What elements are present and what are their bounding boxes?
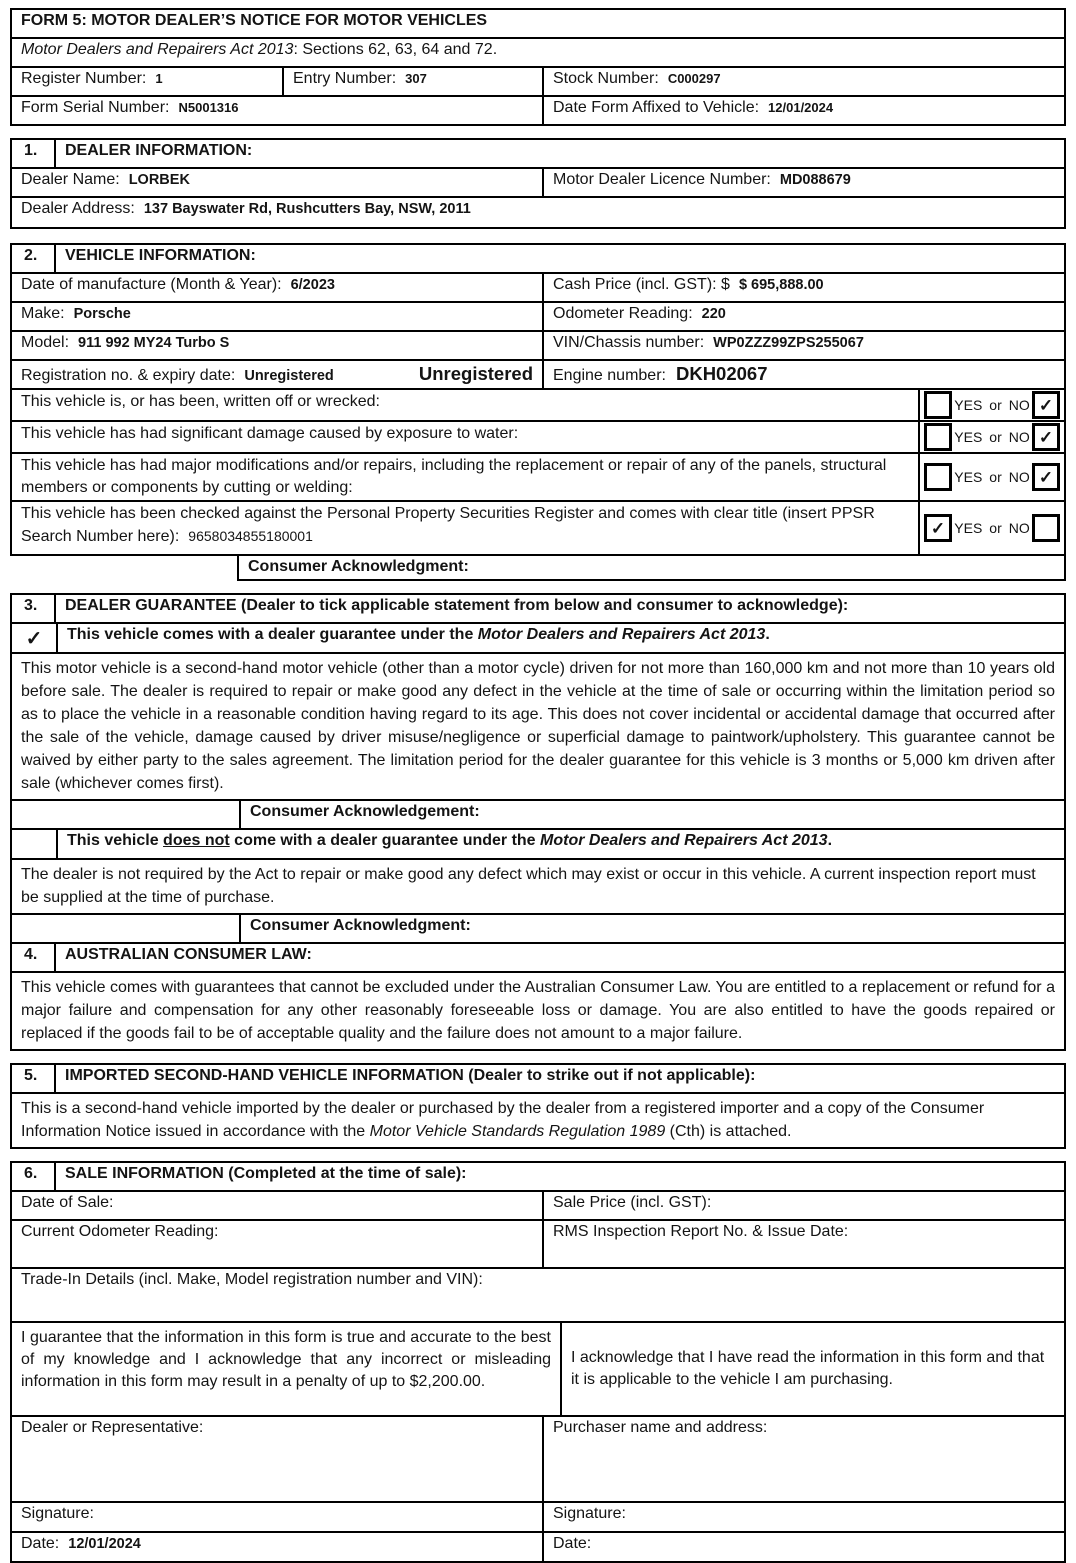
manufacture-label: Date of manufacture (Month & Year): xyxy=(21,276,282,293)
form-title: FORM 5: MOTOR DEALER’S NOTICE FOR MOTOR VEHICLES xyxy=(21,12,488,29)
sale-information-table xyxy=(10,1161,1066,1563)
guarantee-text-prefix: This vehicle comes with a dealer guarantee under the xyxy=(67,626,478,643)
dealer-purchaser-row xyxy=(12,1415,1064,1501)
rego-label: Registration no. & expiry date: xyxy=(21,367,236,384)
section1-number: 1. xyxy=(12,140,56,167)
form-title-row xyxy=(12,10,1064,37)
vehicle-information-table xyxy=(10,243,1066,556)
water-damage-yesno xyxy=(920,422,1064,452)
date-affixed-value: 12/01/2024 xyxy=(768,100,834,115)
cash-price-label: Cash Price (incl. GST): $ xyxy=(553,276,730,293)
question-ppsr-row xyxy=(12,500,1064,554)
make-label: Make: xyxy=(21,305,65,322)
sale-price-field: Sale Price (incl. GST): xyxy=(542,1192,1064,1219)
no-guarantee-mid: come with a dealer guarantee under the xyxy=(229,832,541,849)
modifications-no-checkbox[interactable]: ✓ xyxy=(1032,463,1060,491)
written-off-yes-checkbox[interactable] xyxy=(924,391,952,419)
or-label: or xyxy=(989,469,1002,485)
acl-paragraph: This vehicle comes with guarantees that cannot be excluded under the Australian Consumer Law. You are entitled to a replacement or refund for a major failure and compensation for any other reasonably foreseeable loss or damage. You are also entitled to have the goods repaired or replaced if the goods fail to be of acceptable quality and the failure does not amount to a major failure. xyxy=(21,979,1055,1042)
dealer-address-label: Dealer Address: xyxy=(21,200,135,217)
act-sections: : Sections 62, 63, 64 and 72. xyxy=(293,41,498,58)
yes-or-no-label xyxy=(954,429,1029,445)
rego-value: Unregistered xyxy=(244,368,334,384)
act-row xyxy=(12,37,1064,66)
water-damage-yes-checkbox[interactable] xyxy=(924,423,952,451)
stock-number-field xyxy=(542,68,1064,95)
make-odometer-row xyxy=(12,301,1064,330)
dealer-information-table xyxy=(10,138,1066,229)
dealer-representative-field: Dealer or Representative: xyxy=(21,1419,204,1436)
no-guarantee-prefix: This vehicle xyxy=(67,832,164,849)
make-field xyxy=(12,303,542,330)
dealer-date-label: Date: xyxy=(21,1535,60,1552)
section5-title: IMPORTED SECOND-HAND VEHICLE INFORMATION (Dealer to strike out if not applicable): xyxy=(65,1067,756,1084)
statements-row xyxy=(12,1321,1064,1415)
acl-paragraph-row xyxy=(12,971,1064,1049)
entry-number-label: Entry Number: xyxy=(293,70,397,87)
purchaser-signature-field: Signature: xyxy=(542,1503,1064,1531)
guarantee-paragraph-row xyxy=(12,652,1064,799)
register-number-field xyxy=(12,68,282,95)
entry-number-field xyxy=(282,68,542,95)
licence-number-value: MD088679 xyxy=(779,172,851,188)
dealer-name-row xyxy=(12,167,1064,196)
yes-label: YES xyxy=(954,520,983,536)
no-guarantee-act-name: Motor Dealers and Repairers Act 2013 xyxy=(540,832,828,849)
ppsr-question-label: This vehicle has been checked against the Personal Property Securities Register and comes with clear title (insert PPSR Search Number here): xyxy=(21,505,875,545)
sale-date-price-row xyxy=(12,1190,1064,1219)
odometer-label: Odometer Reading: xyxy=(553,305,693,322)
ppsr-yes-checkbox[interactable]: ✓ xyxy=(924,514,952,542)
spacer xyxy=(10,581,1066,593)
register-number-value: 1 xyxy=(155,71,163,86)
make-value: Porsche xyxy=(73,306,131,322)
no-guarantee-paragraph-row xyxy=(12,858,1064,913)
dealer-date-field xyxy=(12,1533,542,1561)
section3-number: 3. xyxy=(12,595,56,622)
section4-title: AUSTRALIAN CONSUMER LAW: xyxy=(65,946,312,963)
guarantee-text-suffix: . xyxy=(765,626,770,643)
cash-price-field xyxy=(542,274,1064,301)
register-entry-stock-row xyxy=(12,66,1064,95)
section2-number: 2. xyxy=(12,245,56,272)
imported-paragraph-row xyxy=(12,1092,1064,1147)
guarantee-option-text xyxy=(58,624,1064,652)
question-water-damage-text: This vehicle has had significant damage caused by exposure to water: xyxy=(12,422,920,452)
section6-title: SALE INFORMATION (Completed at the time of sale): xyxy=(65,1165,467,1182)
model-field xyxy=(12,332,542,359)
form-serial-value: N5001316 xyxy=(178,100,239,115)
or-label: or xyxy=(989,520,1002,536)
no-guarantee-checkbox[interactable] xyxy=(12,830,58,858)
does-not-underlined: does not xyxy=(163,832,230,849)
date-affixed-field xyxy=(542,97,1064,124)
ppsr-number-value: 9658034855180001 xyxy=(188,528,313,544)
imported-regulation-name: Motor Vehicle Standards Regulation 1989 xyxy=(369,1123,666,1140)
spacer xyxy=(10,229,1066,243)
ppsr-yesno xyxy=(920,502,1064,554)
trade-in-field: Trade-In Details (incl. Make, Model registration number and VIN): xyxy=(21,1271,483,1288)
consumer-acknowledgment-1: Consumer Acknowledgment: xyxy=(237,554,1066,581)
modifications-yes-checkbox[interactable] xyxy=(924,463,952,491)
consumer-acknowledgment-3: Consumer Acknowledgment: xyxy=(250,917,471,934)
section4-number: 4. xyxy=(12,944,56,971)
purchaser-statement: I acknowledge that I have read the information in this form and that it is applicable to the vehicle I am purchasing. xyxy=(571,1349,1045,1388)
section3-header-row xyxy=(12,595,1064,622)
or-label: or xyxy=(989,397,1002,413)
model-vin-row xyxy=(12,330,1064,359)
dealer-address-row xyxy=(12,196,1064,227)
yes-label: YES xyxy=(954,429,983,445)
act-name: Motor Dealers and Repairers Act 2013 xyxy=(21,41,294,58)
engine-value: DKH02067 xyxy=(675,363,768,384)
dealer-address-field xyxy=(12,198,1064,227)
guarantee-checkbox[interactable]: ✓ xyxy=(12,624,58,652)
engine-field xyxy=(542,361,1064,388)
guarantee-paragraph: This motor vehicle is a second-hand motor vehicle (other than a motor cycle) driven for not more than 160,000 km and not more than 10 years old before sale. The dealer is required to repair or make good any defect in the vehicle at the time of sale or occurring within the limitation period so as to place the vehicle in a reasonable condition having regard to its age. This does not cover incidental or accidental damage that occurred after the sale of the vehicle, damage caused by driver misuse/negligence or superficial damage to paintwork/upholstery. This guarantee cannot be waived by either party to the sales agreement. The limitation period for the dealer guarantee for this vehicle is 3 months or 5,000 km driven after sale (whichever comes first). xyxy=(21,660,1055,792)
no-label: NO xyxy=(1008,469,1030,485)
water-damage-no-checkbox[interactable]: ✓ xyxy=(1032,423,1060,451)
consumer-acknowledgement-2: Consumer Acknowledgement: xyxy=(250,803,480,820)
ack-row-2 xyxy=(12,913,1064,942)
dealer-signature-field: Signature: xyxy=(21,1505,94,1522)
purchaser-statement-cell xyxy=(560,1323,1064,1415)
form-serial-label: Form Serial Number: xyxy=(21,99,170,116)
signatures-row xyxy=(12,1501,1064,1531)
imported-text-prefix: This is a second-hand vehicle imported by the dealer or purchased by the dealer from a registered importer and a copy of the Consumer Information Notice issued in accordance with the xyxy=(21,1100,985,1140)
ack-spacer xyxy=(12,915,241,942)
section2-title: VEHICLE INFORMATION: xyxy=(65,247,256,264)
dealer-name-label: Dealer Name: xyxy=(21,171,120,188)
yes-or-no-label xyxy=(954,397,1029,413)
yes-label: YES xyxy=(954,397,983,413)
section2-header-row xyxy=(12,245,1064,272)
no-label: NO xyxy=(1008,397,1030,413)
entry-number-value: 307 xyxy=(405,71,427,86)
date-of-sale-field: Date of Sale: xyxy=(21,1194,114,1211)
question-modifications-text: This vehicle has had major modifications and/or repairs, including the replacement or repair of any of the panels, structural members or components by cutting or welding: xyxy=(12,454,920,500)
section6-header-row xyxy=(12,1163,1064,1190)
rego-engine-row xyxy=(12,359,1064,388)
dealer-statement: I guarantee that the information in this form is true and accurate to the best of my knowledge and I acknowledge that any incorrect or misleading information in this form may result in a penalty of up to $2,200.00. xyxy=(21,1329,551,1390)
engine-label: Engine number: xyxy=(553,367,666,384)
ppsr-no-checkbox[interactable] xyxy=(1032,514,1060,542)
section1-title: DEALER INFORMATION: xyxy=(65,142,253,159)
licence-number-field xyxy=(542,169,1064,196)
rego-expiry-value: Unregistered xyxy=(418,363,533,384)
no-guarantee-option-row xyxy=(12,828,1064,858)
yes-label: YES xyxy=(954,469,983,485)
model-label: Model: xyxy=(21,334,70,351)
form-header-table xyxy=(10,8,1066,126)
question-modifications-row xyxy=(12,452,1064,500)
dealer-address-value: 137 Bayswater Rd, Rushcutters Bay, NSW, 2011 xyxy=(143,201,471,217)
cash-price-value: $ 695,888.00 xyxy=(738,277,824,293)
manufacture-value: 6/2023 xyxy=(290,277,335,293)
manufacture-price-row xyxy=(12,272,1064,301)
dealer-guarantee-table xyxy=(10,593,1066,1051)
dealer-date-value: 12/01/2024 xyxy=(68,1536,141,1552)
stock-number-label: Stock Number: xyxy=(553,70,659,87)
section6-number: 6. xyxy=(12,1163,56,1190)
current-odometer-field: Current Odometer Reading: xyxy=(21,1223,219,1240)
model-value: 911 992 MY24 Turbo S xyxy=(78,335,230,351)
vin-label: VIN/Chassis number: xyxy=(553,334,705,351)
section1-header-row xyxy=(12,140,1064,167)
spacer xyxy=(10,1149,1066,1161)
or-label: or xyxy=(989,429,1002,445)
dealer-name-field xyxy=(12,169,542,196)
odometer-value: 220 xyxy=(701,306,726,322)
ack-spacer xyxy=(12,801,241,828)
section4-header-row xyxy=(12,942,1064,971)
guarantee-option-row xyxy=(12,622,1064,652)
odometer-rms-row xyxy=(12,1219,1064,1267)
question-written-off-text: This vehicle is, or has been, written off or wrecked: xyxy=(12,390,920,420)
no-guarantee-paragraph: The dealer is not required by the Act to repair or make good any defect which may exist or occur in this vehicle. A current inspection report must be supplied at the time of purchase. xyxy=(21,866,1036,906)
licence-number-label: Motor Dealer Licence Number: xyxy=(553,171,771,188)
imported-vehicle-table xyxy=(10,1063,1066,1149)
modifications-yesno xyxy=(920,454,1064,500)
yes-or-no-label xyxy=(954,520,1029,536)
purchaser-name-field: Purchaser name and address: xyxy=(542,1417,1064,1501)
date-affixed-label: Date Form Affixed to Vehicle: xyxy=(553,99,760,116)
written-off-yesno xyxy=(920,390,1064,420)
section3-title: DEALER GUARANTEE (Dealer to tick applicable statement from below and consumer to acknowledge): xyxy=(65,597,849,614)
dealer-name-value: LORBEK xyxy=(128,172,190,188)
section5-number: 5. xyxy=(12,1065,56,1092)
rms-report-field: RMS Inspection Report No. & Issue Date: xyxy=(542,1221,1064,1267)
no-label: NO xyxy=(1008,520,1030,536)
question-water-damage-row xyxy=(12,420,1064,452)
no-guarantee-suffix: . xyxy=(827,832,833,849)
guarantee-act-name: Motor Dealers and Repairers Act 2013 xyxy=(477,626,766,643)
ack-row-1 xyxy=(12,799,1064,828)
imported-paragraph xyxy=(12,1094,1064,1147)
question-written-off-row xyxy=(12,388,1064,420)
no-label: NO xyxy=(1008,429,1030,445)
spacer xyxy=(10,126,1066,138)
serial-affixed-row xyxy=(12,95,1064,124)
odometer-field xyxy=(542,303,1064,330)
form-serial-field xyxy=(12,97,542,124)
yes-or-no-label xyxy=(954,469,1029,485)
no-guarantee-option-text xyxy=(58,830,1064,858)
spacer xyxy=(10,1051,1066,1063)
purchaser-date-field: Date: xyxy=(542,1533,1064,1561)
stock-number-value: C000297 xyxy=(667,71,721,86)
vin-value: WP0ZZZ99ZPS255067 xyxy=(713,335,864,351)
written-off-no-checkbox[interactable]: ✓ xyxy=(1032,391,1060,419)
question-ppsr-text xyxy=(12,502,920,554)
imported-text-suffix: (Cth) is attached. xyxy=(665,1123,792,1140)
vin-field xyxy=(542,332,1064,359)
trade-in-row xyxy=(12,1267,1064,1321)
manufacture-field xyxy=(12,274,542,301)
section5-header-row xyxy=(12,1065,1064,1092)
rego-field xyxy=(12,361,542,388)
act-line xyxy=(12,39,1064,66)
register-number-label: Register Number: xyxy=(21,70,147,87)
